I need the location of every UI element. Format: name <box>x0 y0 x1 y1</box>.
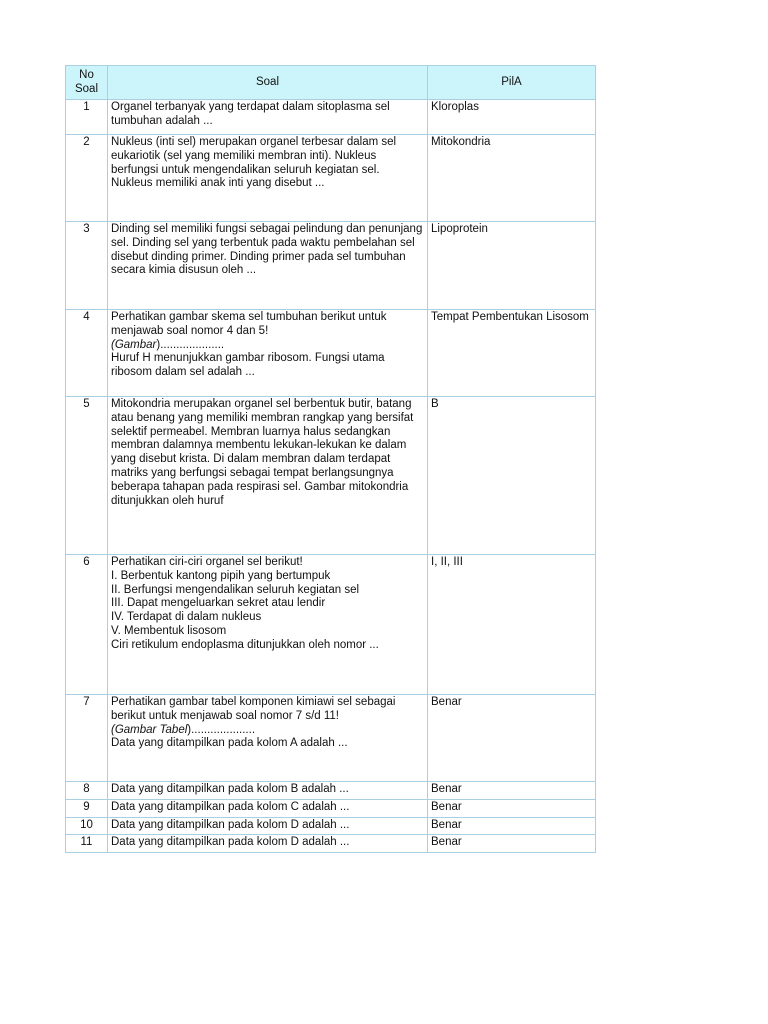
question-text: Perhatikan ciri-ciri organel sel berikut! I. Berbentuk kantong pipih yang bertumpuk II. Berfungsi mengendalikan seluruh kegiatan sel III. Dapat mengeluarkan sekret atau lendir IV. Terdapat di dalam nukleus V. Membentuk lisosom Ciri retikulum endoplasma ditunjukkan oleh nomor ... <box>111 556 379 651</box>
table-row <box>66 695 596 782</box>
table-row <box>66 835 596 853</box>
row-number: 10 <box>66 817 108 835</box>
table-row <box>66 222 596 310</box>
question-text-cont: ).................... Huruf H menunjukkan gambar ribosom. Fungsi utama ribosom dalam sel adalah ... <box>111 338 385 379</box>
answer-cell: Benar <box>428 799 596 817</box>
row-number: 2 <box>66 135 108 222</box>
answer-cell: Benar <box>428 782 596 800</box>
row-number: 7 <box>66 695 108 782</box>
question-note: (Gambar Tabel <box>111 723 188 736</box>
row-number: 11 <box>66 835 108 853</box>
question-text: Perhatikan gambar tabel komponen kimiawi sel sebagai berikut untuk menjawab soal nomor 7 s/d 11! <box>111 696 396 722</box>
table-row <box>66 817 596 835</box>
question-text: Perhatikan gambar skema sel tumbuhan berikut untuk menjawab soal nomor 4 dan 5! <box>111 311 387 337</box>
question-cell <box>108 100 428 135</box>
question-text: Organel terbanyak yang terdapat dalam sitoplasma sel tumbuhan adalah ... <box>111 101 390 127</box>
question-text: Nukleus (inti sel) merupakan organel terbesar dalam sel eukariotik (sel yang memiliki membran inti). Nukleus berfungsi untuk mengendalikan seluruh kegiatan sel. Nukleus memiliki anak inti yang disebut ... <box>111 136 397 190</box>
row-number: 1 <box>66 100 108 135</box>
row-number: 5 <box>66 397 108 555</box>
table-row <box>66 310 596 397</box>
question-sheet <box>65 65 595 853</box>
header-soal: Soal <box>108 66 428 100</box>
answer-cell: Lipoprotein <box>428 222 596 310</box>
row-number: 9 <box>66 799 108 817</box>
table-row <box>66 799 596 817</box>
question-text: Data yang ditampilkan pada kolom D adalah ... <box>111 836 350 849</box>
question-text: Data yang ditampilkan pada kolom D adalah ... <box>111 818 350 831</box>
answer-cell: Kloroplas <box>428 100 596 135</box>
question-cell <box>108 397 428 555</box>
row-number: 4 <box>66 310 108 397</box>
table-row <box>66 397 596 555</box>
answer-cell: Tempat Pembentukan Lisosom <box>428 310 596 397</box>
question-cell <box>108 310 428 397</box>
question-table <box>65 65 596 853</box>
question-cell <box>108 782 428 800</box>
question-cell <box>108 817 428 835</box>
answer-cell: I, II, III <box>428 555 596 695</box>
answer-cell: Benar <box>428 817 596 835</box>
answer-cell: Benar <box>428 695 596 782</box>
table-row <box>66 135 596 222</box>
header-row <box>66 66 596 100</box>
question-cell <box>108 135 428 222</box>
question-cell <box>108 555 428 695</box>
question-text: Data yang ditampilkan pada kolom C adalah ... <box>111 800 350 813</box>
header-no: No Soal <box>66 66 108 100</box>
question-text-cont: ).................... Data yang ditampilkan pada kolom A adalah ... <box>111 723 348 750</box>
table-row <box>66 782 596 800</box>
answer-cell: Benar <box>428 835 596 853</box>
header-pila: PilA <box>428 66 596 100</box>
row-number: 8 <box>66 782 108 800</box>
row-number: 6 <box>66 555 108 695</box>
answer-cell: Mitokondria <box>428 135 596 222</box>
question-cell <box>108 799 428 817</box>
question-cell <box>108 835 428 853</box>
question-note: (Gambar <box>111 338 157 351</box>
question-cell <box>108 695 428 782</box>
question-cell <box>108 222 428 310</box>
row-number: 3 <box>66 222 108 310</box>
table-row <box>66 100 596 135</box>
question-text: Data yang ditampilkan pada kolom B adalah ... <box>111 783 349 795</box>
question-text: Dinding sel memiliki fungsi sebagai pelindung dan penunjang sel. Dinding sel yang terbentuk pada waktu pembelahan sel disebut dinding primer. Dinding primer pada sel tumbuhan secara kimia disusun oleh ... <box>111 223 423 277</box>
answer-cell: B <box>428 397 596 555</box>
question-text: Mitokondria merupakan organel sel berbentuk butir, batang atau benang yang memiliki membran rangkap yang bersifat selektif permeabel. Membran luarnya halus sedangkan membran dalamnya membentu lekukan-lekukan ke dalam yang disebut krista. Di dalam membran dalam terdapat matriks yang berfungsi sebagai tempat berlangsungnya beberapa tahapan pada respirasi sel. Gambar mitokondria ditunjukkan oleh huruf <box>111 398 414 507</box>
table-row <box>66 555 596 695</box>
